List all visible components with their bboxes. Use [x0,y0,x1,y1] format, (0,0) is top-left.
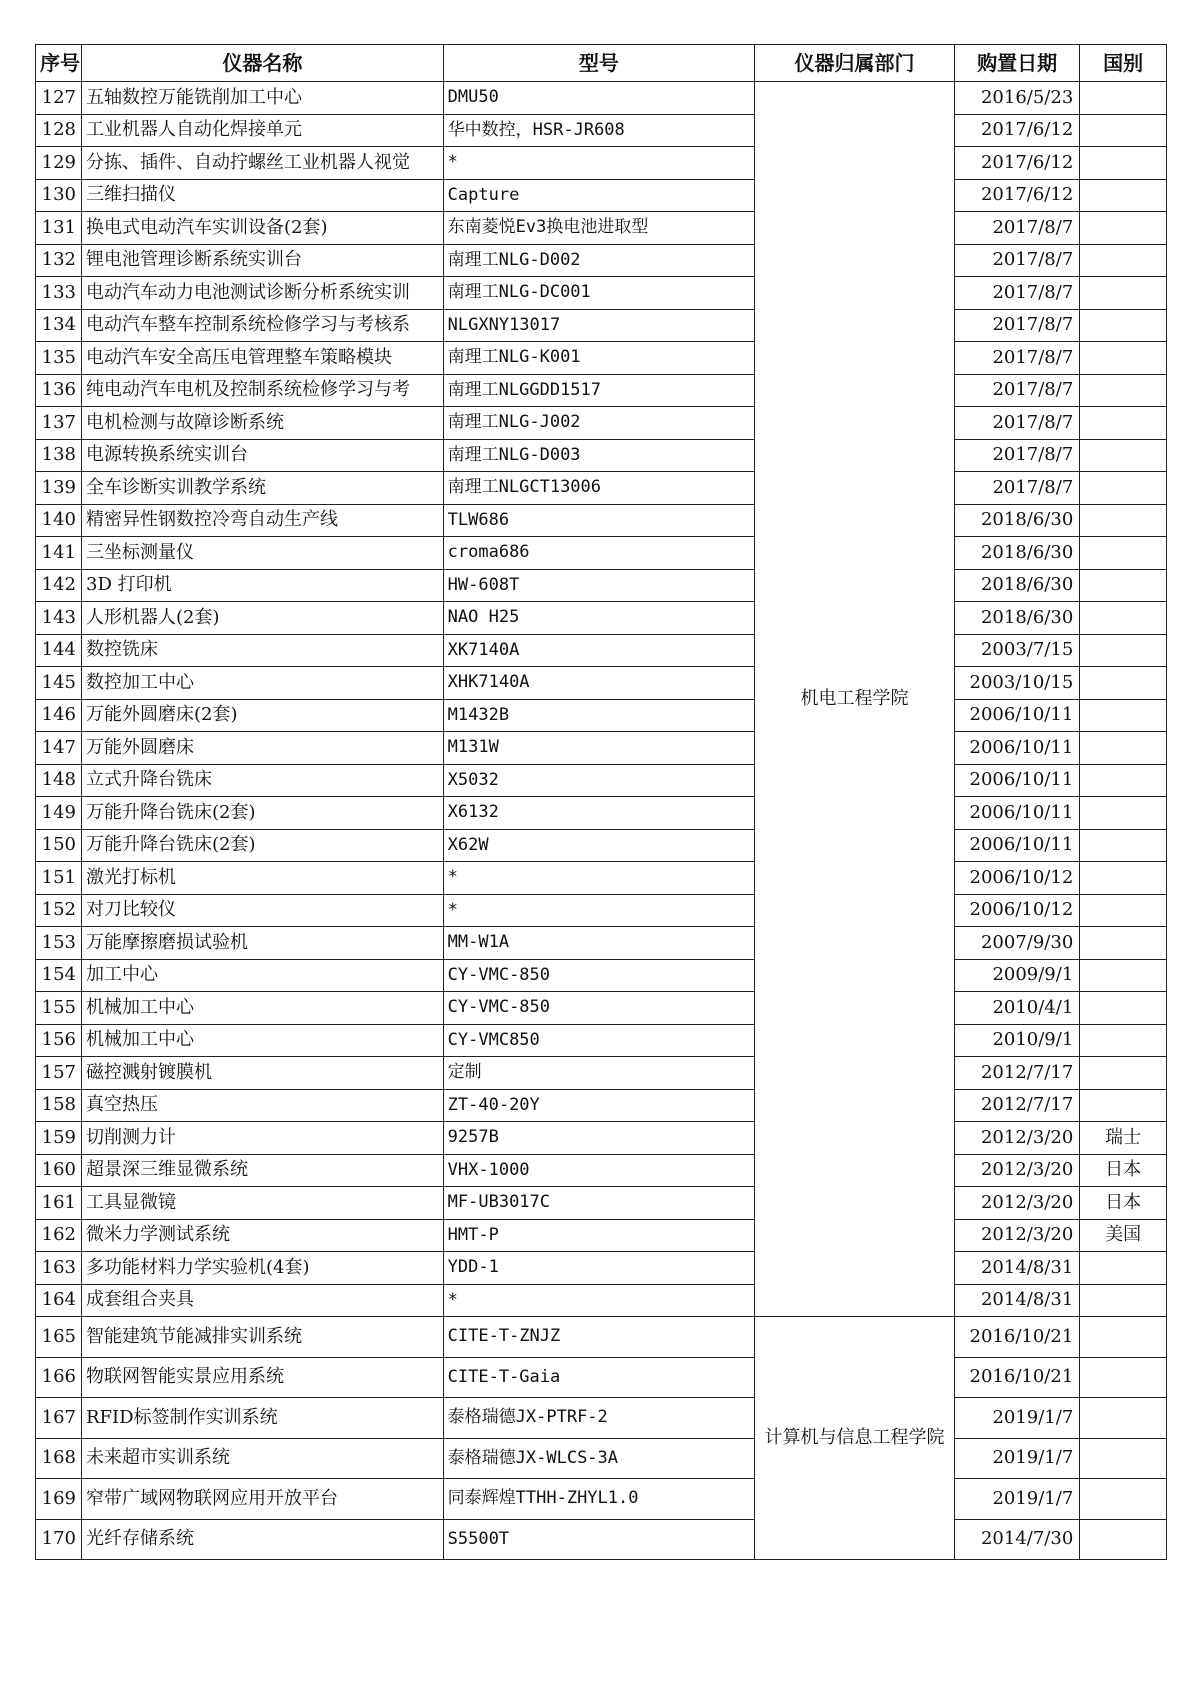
cell-country [1080,537,1167,570]
cell-model: X62W [443,829,754,862]
cell-name: 人形机器人(2套) [82,602,444,635]
cell-country [1080,472,1167,505]
cell-model: NLGXNY13017 [443,309,754,342]
cell-name: 电动汽车整车控制系统检修学习与考核系 [82,309,444,342]
header-model: 型号 [443,45,754,82]
cell-purchase-date: 2018/6/30 [955,569,1080,602]
cell-purchase-date: 2019/1/7 [955,1398,1080,1439]
cell-purchase-date: 2014/8/31 [955,1252,1080,1285]
table-row [36,1154,1167,1187]
cell-purchase-date: 2018/6/30 [955,504,1080,537]
cell-purchase-date: 2016/10/21 [955,1317,1080,1358]
cell-number: 139 [36,472,82,505]
cell-model: M131W [443,732,754,765]
table-row [36,342,1167,375]
cell-purchase-date: 2012/3/20 [955,1187,1080,1220]
cell-purchase-date: 2003/7/15 [955,634,1080,667]
cell-purchase-date: 2017/8/7 [955,342,1080,375]
cell-name: 纯电动汽车电机及控制系统检修学习与考 [82,374,444,407]
table-row [36,1284,1167,1317]
cell-purchase-date: 2017/8/7 [955,309,1080,342]
cell-purchase-date: 2017/8/7 [955,244,1080,277]
table-row [36,1398,1167,1439]
table-row [36,1089,1167,1122]
table-row [36,504,1167,537]
cell-country [1080,1057,1167,1090]
cell-purchase-date: 2006/10/11 [955,797,1080,830]
cell-country [1080,699,1167,732]
cell-number: 170 [36,1519,82,1560]
table-row [36,1057,1167,1090]
cell-name: 电源转换系统实训台 [82,439,444,472]
cell-country [1080,829,1167,862]
cell-number: 144 [36,634,82,667]
cell-purchase-date: 2012/7/17 [955,1089,1080,1122]
cell-department: 计算机与信息工程学院 [755,1317,955,1560]
cell-name: 电动汽车安全高压电管理整车策略模块 [82,342,444,375]
cell-country [1080,927,1167,960]
cell-number: 142 [36,569,82,602]
table-row [36,407,1167,440]
cell-name: 数控铣床 [82,634,444,667]
cell-number: 146 [36,699,82,732]
cell-number: 133 [36,277,82,310]
cell-purchase-date: 2012/3/20 [955,1219,1080,1252]
cell-country [1080,862,1167,895]
cell-model: 泰格瑞德JX-PTRF-2 [443,1398,754,1439]
cell-purchase-date: 2019/1/7 [955,1438,1080,1479]
cell-model: MM-W1A [443,927,754,960]
cell-name: 五轴数控万能铣削加工中心 [82,82,444,115]
cell-model: VHX-1000 [443,1154,754,1187]
cell-purchase-date: 2006/10/11 [955,829,1080,862]
cell-model: CITE-T-ZNJZ [443,1317,754,1358]
cell-purchase-date: 2006/10/11 [955,732,1080,765]
table-row [36,602,1167,635]
cell-model: X6132 [443,797,754,830]
cell-purchase-date: 2009/9/1 [955,959,1080,992]
cell-name: 光纤存储系统 [82,1519,444,1560]
table-row [36,634,1167,667]
cell-purchase-date: 2018/6/30 [955,602,1080,635]
cell-country [1080,309,1167,342]
table-row [36,829,1167,862]
cell-purchase-date: 2006/10/12 [955,862,1080,895]
cell-name: 电机检测与故障诊断系统 [82,407,444,440]
cell-number: 140 [36,504,82,537]
cell-country [1080,342,1167,375]
cell-model: 南理工NLGGDD1517 [443,374,754,407]
cell-model: * [443,894,754,927]
instrument-table [35,44,1167,1560]
cell-name: 电动汽车动力电池测试诊断分析系统实训 [82,277,444,310]
cell-number: 153 [36,927,82,960]
cell-number: 141 [36,537,82,570]
cell-department: 机电工程学院 [755,82,955,1317]
cell-model: TLW686 [443,504,754,537]
cell-name: 窄带广域网物联网应用开放平台 [82,1479,444,1520]
cell-country: 美国 [1080,1219,1167,1252]
cell-purchase-date: 2016/5/23 [955,82,1080,115]
cell-model: Capture [443,179,754,212]
cell-number: 162 [36,1219,82,1252]
cell-model: YDD-1 [443,1252,754,1285]
cell-country [1080,959,1167,992]
table-row [36,1479,1167,1520]
table-row [36,114,1167,147]
header-country: 国别 [1080,45,1167,82]
cell-purchase-date: 2016/10/21 [955,1357,1080,1398]
cell-model: 南理工NLG-D002 [443,244,754,277]
cell-number: 131 [36,212,82,245]
cell-number: 151 [36,862,82,895]
cell-number: 164 [36,1284,82,1317]
cell-number: 135 [36,342,82,375]
cell-model: DMU50 [443,82,754,115]
cell-country [1080,179,1167,212]
cell-name: 分拣、插件、自动拧螺丝工业机器人视觉 [82,147,444,180]
table-row [36,212,1167,245]
cell-purchase-date: 2017/8/7 [955,277,1080,310]
cell-purchase-date: 2006/10/11 [955,764,1080,797]
cell-purchase-date: 2006/10/11 [955,699,1080,732]
cell-name: 数控加工中心 [82,667,444,700]
cell-name: 机械加工中心 [82,992,444,1025]
cell-country [1080,212,1167,245]
header-department: 仪器归属部门 [755,45,955,82]
cell-purchase-date: 2012/7/17 [955,1057,1080,1090]
cell-model: M1432B [443,699,754,732]
cell-country [1080,374,1167,407]
cell-name: 工具显微镜 [82,1187,444,1220]
table-row [36,959,1167,992]
cell-number: 132 [36,244,82,277]
cell-number: 143 [36,602,82,635]
cell-name: 成套组合夹具 [82,1284,444,1317]
cell-number: 127 [36,82,82,115]
table-row [36,244,1167,277]
cell-name: 三坐标测量仪 [82,537,444,570]
cell-number: 169 [36,1479,82,1520]
cell-country: 瑞士 [1080,1122,1167,1155]
cell-purchase-date: 2010/4/1 [955,992,1080,1025]
cell-purchase-date: 2017/6/12 [955,114,1080,147]
cell-country: 日本 [1080,1187,1167,1220]
cell-name: 锂电池管理诊断系统实训台 [82,244,444,277]
cell-number: 160 [36,1154,82,1187]
table-row [36,667,1167,700]
header-purchase-date: 购置日期 [955,45,1080,82]
cell-country [1080,1438,1167,1479]
cell-model: CY-VMC-850 [443,959,754,992]
cell-model: HW-608T [443,569,754,602]
cell-name: 三维扫描仪 [82,179,444,212]
table-row [36,569,1167,602]
cell-model: NAO H25 [443,602,754,635]
cell-number: 158 [36,1089,82,1122]
cell-purchase-date: 2014/8/31 [955,1284,1080,1317]
cell-number: 134 [36,309,82,342]
cell-country [1080,504,1167,537]
cell-model: 东南菱悦Ev3换电池进取型 [443,212,754,245]
cell-name: 万能外圆磨床 [82,732,444,765]
cell-number: 130 [36,179,82,212]
cell-country [1080,407,1167,440]
cell-purchase-date: 2017/8/7 [955,407,1080,440]
cell-country [1080,82,1167,115]
cell-number: 161 [36,1187,82,1220]
cell-country [1080,1357,1167,1398]
cell-name: 3D 打印机 [82,569,444,602]
table-row [36,179,1167,212]
cell-name: 加工中心 [82,959,444,992]
cell-country [1080,569,1167,602]
cell-name: 未来超市实训系统 [82,1438,444,1479]
table-row [36,82,1167,115]
cell-country [1080,147,1167,180]
cell-model: 南理工NLG-D003 [443,439,754,472]
table-row [36,1438,1167,1479]
table-row [36,1252,1167,1285]
cell-name: 超景深三维显微系统 [82,1154,444,1187]
cell-country [1080,1252,1167,1285]
cell-model: MF-UB3017C [443,1187,754,1220]
cell-country [1080,1398,1167,1439]
cell-country [1080,1284,1167,1317]
cell-model: 华中数控，HSR-JR608 [443,114,754,147]
cell-country [1080,1479,1167,1520]
cell-country [1080,1519,1167,1560]
cell-purchase-date: 2006/10/12 [955,894,1080,927]
cell-country [1080,114,1167,147]
cell-number: 155 [36,992,82,1025]
cell-name: 多功能材料力学实验机(4套) [82,1252,444,1285]
table-body [36,82,1167,1560]
cell-name: 工业机器人自动化焊接单元 [82,114,444,147]
cell-name: 万能升降台铣床(2套) [82,829,444,862]
cell-number: 150 [36,829,82,862]
cell-model: 南理工NLG-DC001 [443,277,754,310]
table-row [36,927,1167,960]
cell-purchase-date: 2017/8/7 [955,472,1080,505]
table-row [36,764,1167,797]
table-row [36,439,1167,472]
cell-name: 万能外圆磨床(2套) [82,699,444,732]
cell-purchase-date: 2017/8/7 [955,439,1080,472]
cell-name: 磁控溅射镀膜机 [82,1057,444,1090]
cell-purchase-date: 2017/8/7 [955,374,1080,407]
cell-model: X5032 [443,764,754,797]
cell-model: * [443,862,754,895]
cell-country [1080,667,1167,700]
header-number: 序号 [36,45,82,82]
cell-purchase-date: 2017/6/12 [955,147,1080,180]
header-row [36,45,1167,82]
cell-number: 157 [36,1057,82,1090]
cell-model: 南理工NLG-J002 [443,407,754,440]
header-name: 仪器名称 [82,45,444,82]
cell-number: 128 [36,114,82,147]
table-row [36,374,1167,407]
cell-country [1080,992,1167,1025]
table-row [36,894,1167,927]
cell-name: 激光打标机 [82,862,444,895]
cell-number: 154 [36,959,82,992]
table-row [36,537,1167,570]
cell-model: 南理工NLG-K001 [443,342,754,375]
cell-name: 机械加工中心 [82,1024,444,1057]
cell-purchase-date: 2018/6/30 [955,537,1080,570]
cell-name: 物联网智能实景应用系统 [82,1357,444,1398]
cell-name: 智能建筑节能减排实训系统 [82,1317,444,1358]
cell-model: croma686 [443,537,754,570]
table-row [36,147,1167,180]
cell-name: RFID标签制作实训系统 [82,1398,444,1439]
cell-purchase-date: 2014/7/30 [955,1519,1080,1560]
cell-name: 精密异性钢数控冷弯自动生产线 [82,504,444,537]
cell-country [1080,277,1167,310]
cell-model: 南理工NLGCT13006 [443,472,754,505]
cell-name: 真空热压 [82,1089,444,1122]
table-row [36,992,1167,1025]
cell-country [1080,602,1167,635]
cell-model: 同泰辉煌TTHH-ZHYL1.0 [443,1479,754,1520]
table-row [36,472,1167,505]
cell-country [1080,1089,1167,1122]
cell-model: HMT-P [443,1219,754,1252]
table-row [36,699,1167,732]
cell-model: * [443,147,754,180]
table-row [36,1122,1167,1155]
cell-country [1080,439,1167,472]
cell-country [1080,1024,1167,1057]
table-row [36,1187,1167,1220]
cell-number: 152 [36,894,82,927]
cell-purchase-date: 2017/8/7 [955,212,1080,245]
cell-model: * [443,1284,754,1317]
cell-model: CITE-T-Gaia [443,1357,754,1398]
cell-number: 138 [36,439,82,472]
cell-purchase-date: 2012/3/20 [955,1154,1080,1187]
table-row [36,309,1167,342]
table-row [36,1219,1167,1252]
table-row [36,732,1167,765]
cell-number: 156 [36,1024,82,1057]
cell-model: XHK7140A [443,667,754,700]
cell-purchase-date: 2010/9/1 [955,1024,1080,1057]
cell-country [1080,764,1167,797]
cell-number: 166 [36,1357,82,1398]
table-row [36,1024,1167,1057]
cell-country [1080,894,1167,927]
cell-number: 165 [36,1317,82,1358]
cell-country [1080,1317,1167,1358]
cell-model: 泰格瑞德JX-WLCS-3A [443,1438,754,1479]
cell-name: 全车诊断实训教学系统 [82,472,444,505]
cell-name: 万能摩擦磨损试验机 [82,927,444,960]
cell-number: 137 [36,407,82,440]
cell-name: 切削测力计 [82,1122,444,1155]
cell-number: 163 [36,1252,82,1285]
cell-model: ZT-40-20Y [443,1089,754,1122]
cell-country [1080,797,1167,830]
cell-model: S5500T [443,1519,754,1560]
table-row [36,862,1167,895]
cell-name: 微米力学测试系统 [82,1219,444,1252]
table-row [36,797,1167,830]
cell-number: 148 [36,764,82,797]
cell-model: XK7140A [443,634,754,667]
table-row [36,1519,1167,1560]
cell-name: 对刀比较仪 [82,894,444,927]
table-row [36,277,1167,310]
cell-purchase-date: 2017/6/12 [955,179,1080,212]
cell-number: 168 [36,1438,82,1479]
cell-name: 立式升降台铣床 [82,764,444,797]
cell-model: CY-VMC-850 [443,992,754,1025]
cell-country [1080,634,1167,667]
table-row [36,1317,1167,1358]
cell-model: CY-VMC850 [443,1024,754,1057]
cell-name: 换电式电动汽车实训设备(2套) [82,212,444,245]
cell-number: 136 [36,374,82,407]
cell-number: 147 [36,732,82,765]
cell-model: 9257B [443,1122,754,1155]
cell-model: 定制 [443,1057,754,1090]
cell-purchase-date: 2003/10/15 [955,667,1080,700]
cell-purchase-date: 2007/9/30 [955,927,1080,960]
cell-country [1080,244,1167,277]
cell-number: 159 [36,1122,82,1155]
cell-number: 167 [36,1398,82,1439]
cell-number: 149 [36,797,82,830]
table-row [36,1357,1167,1398]
cell-purchase-date: 2012/3/20 [955,1122,1080,1155]
cell-country: 日本 [1080,1154,1167,1187]
cell-number: 145 [36,667,82,700]
cell-name: 万能升降台铣床(2套) [82,797,444,830]
cell-country [1080,732,1167,765]
cell-number: 129 [36,147,82,180]
cell-purchase-date: 2019/1/7 [955,1479,1080,1520]
